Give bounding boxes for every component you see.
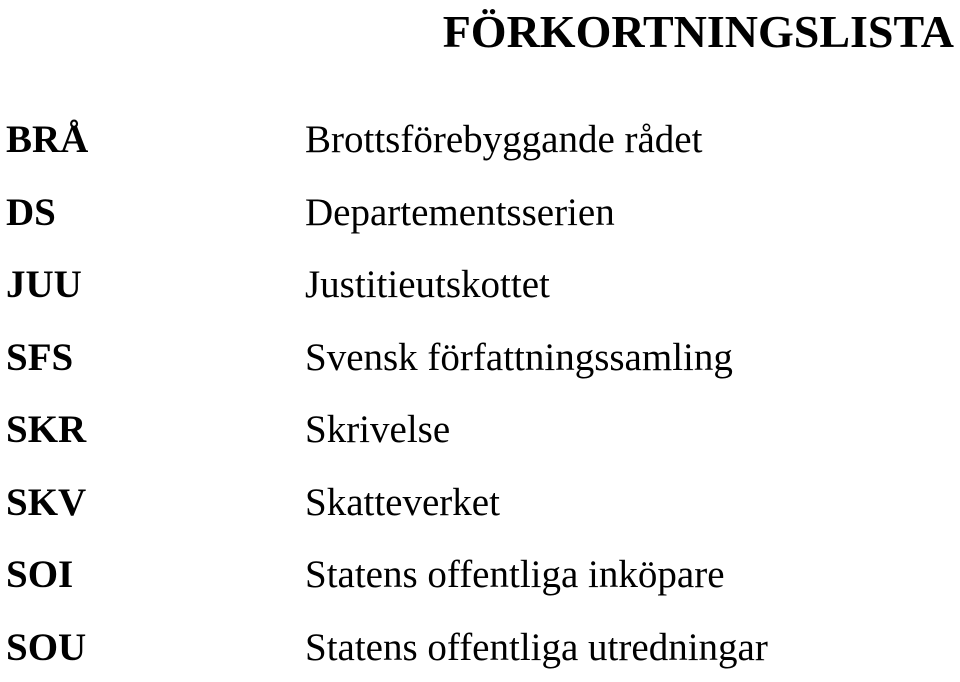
abbreviation-meaning: Svensk författningssamling xyxy=(305,334,733,382)
abbreviation: SFS xyxy=(6,334,73,382)
abbreviation-meaning: Statens offentliga utredningar xyxy=(305,624,768,672)
abbreviation: JUU xyxy=(6,261,82,309)
abbreviation-meaning: Skrivelse xyxy=(305,406,450,454)
abbreviation: SKR xyxy=(6,406,86,454)
abbreviation: SKV xyxy=(6,479,86,527)
abbreviation-meaning: Justitieutskottet xyxy=(305,261,550,309)
abbreviation: SOI xyxy=(6,551,73,599)
list-item xyxy=(0,392,960,465)
list-item xyxy=(0,247,960,320)
abbreviation-meaning: Brottsförebyggande rådet xyxy=(305,116,702,164)
list-item xyxy=(0,610,960,682)
list-item xyxy=(0,320,960,393)
abbreviation-list xyxy=(0,102,960,682)
page-title: FÖRKORTNINGSLISTA xyxy=(443,2,954,62)
abbreviation: BRÅ xyxy=(6,116,88,164)
abbreviation: DS xyxy=(6,189,56,237)
list-item xyxy=(0,465,960,538)
abbreviation: SOU xyxy=(6,624,86,672)
list-item xyxy=(0,537,960,610)
abbreviation-meaning: Statens offentliga inköpare xyxy=(305,551,725,599)
list-item xyxy=(0,175,960,248)
list-item xyxy=(0,102,960,175)
abbreviation-meaning: Skatteverket xyxy=(305,479,500,527)
abbreviation-meaning: Departementsserien xyxy=(305,189,615,237)
